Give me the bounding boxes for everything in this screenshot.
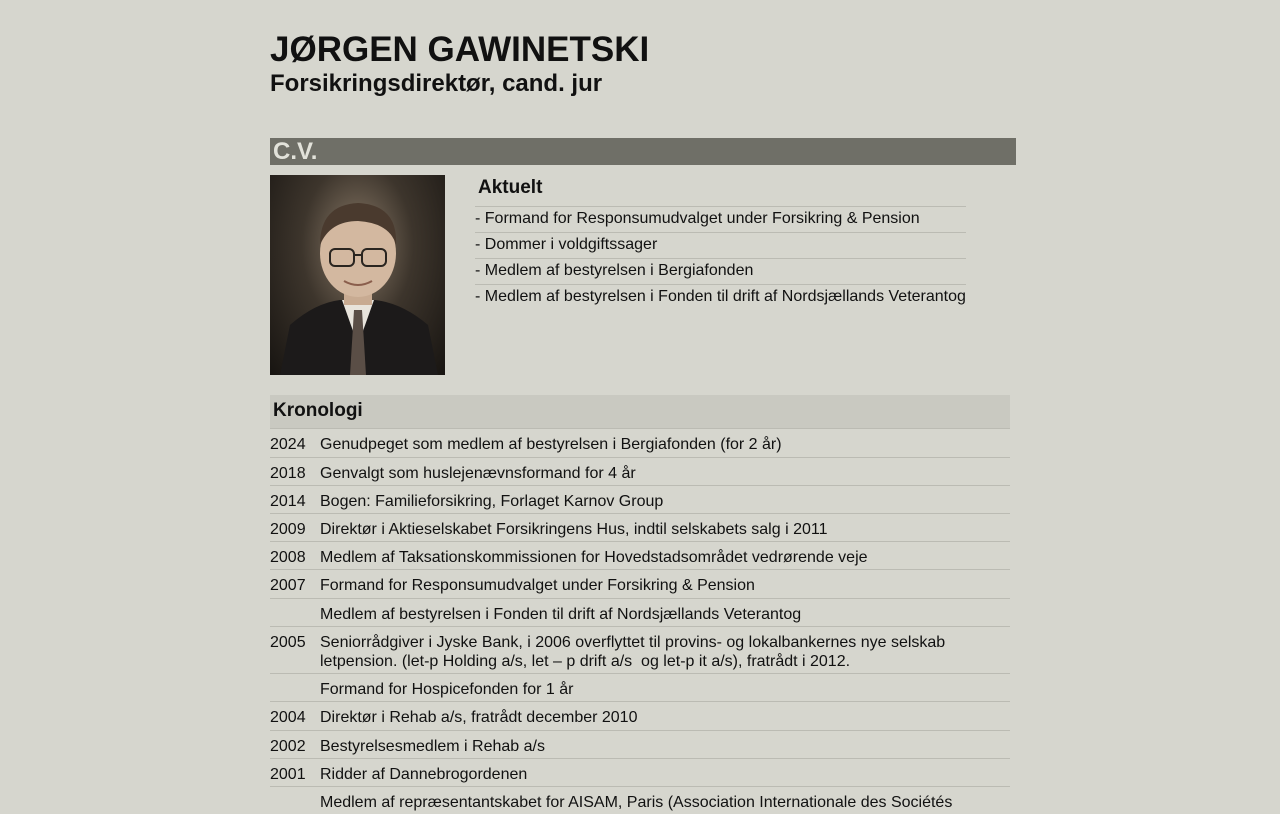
kronologi-header: [270, 395, 1010, 428]
timeline-text: Bogen: Familieforsikring, Forlaget Karnov Group: [320, 493, 664, 510]
timeline-row: [270, 457, 1010, 485]
timeline-row: [270, 485, 1010, 513]
timeline-text: Seniorrådgiver i Jyske Bank, i 2006 overflyttet til provins- og lokalbankernes nye selskab letpension. (let-p Holding a/s, let – p drift a/s og let-p it a/s), fratrådt i 2012.: [320, 634, 950, 670]
timeline-year: 2024: [270, 436, 306, 453]
timeline-row: [270, 569, 1010, 598]
portrait-photo: [270, 175, 445, 375]
timeline-year: 2009: [270, 521, 306, 538]
timeline-year: [270, 674, 320, 701]
aktuelt-item: - Dommer i voldgiftssager: [475, 232, 966, 258]
timeline-year: 2018: [270, 465, 306, 482]
timeline-year: 2002: [270, 738, 306, 755]
timeline-row: [270, 598, 1010, 626]
timeline-text: Medlem af bestyrelsen i Fonden til drift af Nordsjællands Veterantog: [320, 606, 802, 623]
kronologi-section: [270, 395, 1010, 814]
timeline-year: 2008: [270, 549, 306, 566]
aktuelt-section: [475, 175, 966, 310]
timeline-text: Bestyrelsesmedlem i Rehab a/s: [320, 738, 545, 755]
aktuelt-item: - Medlem af bestyrelsen i Bergiafonden: [475, 258, 966, 284]
aktuelt-item: - Medlem af bestyrelsen i Fonden til drift af Nordsjællands Veterantog: [475, 284, 966, 310]
timeline-row: [270, 541, 1010, 569]
page-subtitle: Forsikringsdirektør, cand. jur: [270, 70, 603, 97]
timeline-row: [270, 673, 1010, 701]
page-title: JØRGEN GAWINETSKI: [270, 30, 650, 69]
timeline-year: 2007: [270, 577, 306, 594]
timeline-year: 2004: [270, 709, 306, 726]
aktuelt-heading: Aktuelt: [475, 175, 966, 207]
timeline-row: [270, 758, 1010, 786]
timeline-year: [270, 599, 320, 626]
timeline-text: Ridder af Dannebrogordenen: [320, 766, 528, 783]
timeline-text: Formand for Hospicefonden for 1 år: [320, 681, 574, 698]
cv-section-label: C.V.: [273, 138, 318, 165]
timeline-text: Direktør i Rehab a/s, fratrådt december 2010: [320, 709, 638, 726]
timeline-text: Formand for Responsumudvalget under Forsikring & Pension: [320, 577, 755, 594]
timeline-text: Medlem af repræsentantskabet for AISAM, Paris (Association Internationale des Sociétés: [320, 794, 953, 811]
timeline-text: Medlem af Taksationskommissionen for Hovedstadsområdet vedrørende veje: [320, 549, 868, 566]
timeline-text: Genvalgt som huslejenævnsformand for 4 år: [320, 465, 636, 482]
timeline-year: 2001: [270, 766, 306, 783]
aktuelt-list: [475, 207, 966, 310]
timeline-row: [270, 428, 1010, 457]
timeline-row: [270, 626, 1010, 673]
timeline-row: [270, 730, 1010, 758]
timeline-row: [270, 701, 1010, 730]
timeline-text: Genudpeget som medlem af bestyrelsen i Bergiafonden (for 2 år): [320, 436, 782, 453]
timeline-row: [270, 513, 1010, 541]
aktuelt-item: - Formand for Responsumudvalget under Forsikring & Pension: [475, 210, 920, 227]
timeline-text: Direktør i Aktieselskabet Forsikringens Hus, indtil selskabets salg i 2011: [320, 521, 828, 538]
timeline-year: 2014: [270, 493, 306, 510]
kronologi-heading: Kronologi: [273, 400, 363, 421]
timeline-year: 2005: [270, 634, 306, 651]
cv-section-bar: [270, 138, 1016, 165]
timeline-row: [270, 786, 1010, 814]
timeline-year: [270, 787, 320, 814]
